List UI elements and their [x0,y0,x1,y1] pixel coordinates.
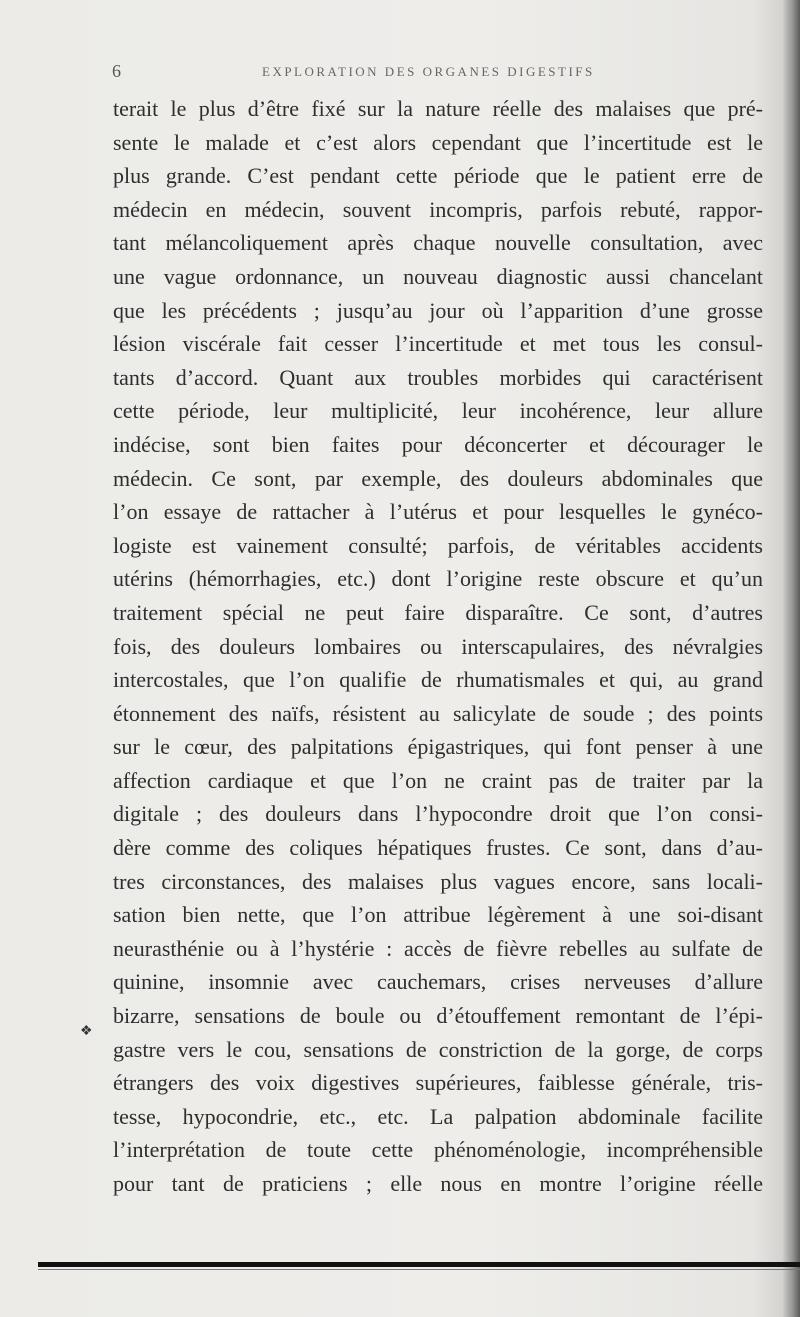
text-line: bizarre, sensations de boule ou d’étouffement remontant de l’épi- [113,1003,763,1029]
text-line: étrangers des voix digestives supérieures, faiblesse générale, tris- [113,1070,763,1096]
text-line: sente le malade et c’est alors cependant que l’incertitude est le [113,129,763,155]
text-line: tres circonstances, des malaises plus vagues encore, sans locali- [113,868,763,894]
text-line: intercostales, que l’on qualifie de rhumatismales et qui, au grand [113,667,763,693]
text-line: dère comme des coliques hépatiques frustes. Ce sont, dans d’au- [113,835,763,861]
text-line: gastre vers le cou, sensations de constriction de la gorge, de corps [113,1036,763,1062]
text-line: médecin. Ce sont, par exemple, des douleurs abdominales que [113,465,763,491]
text-line: tesse, hypocondrie, etc., etc. La palpation abdominale facilite [113,1103,763,1129]
text-line: terait le plus d’être fixé sur la nature réelle des malaises que pré- [113,96,763,121]
page-binding-shadow [782,0,800,1317]
text-line: sation bien nette, que l’on attribue légèrement à une soi-disant [113,902,763,928]
text-line: pour tant de praticiens ; elle nous en montre l’origine réelle [113,1171,763,1196]
text-line: traitement spécial ne peut faire disparaître. Ce sont, d’autres [113,599,763,625]
page-number: 6 [112,61,121,81]
ink-speck: ❖ [80,1024,93,1039]
text-line: médecin en médecin, souvent incompris, parfois rebuté, rappor- [113,196,763,222]
text-line: utérins (hémorrhagies, etc.) dont l’origine reste obscure et qu’un [113,566,763,592]
text-line: affection cardiaque et que l’on ne craint pas de traiter par la [113,767,763,793]
text-line: fois, des douleurs lombaires ou interscapulaires, des névralgies [113,633,763,659]
body-text [113,92,763,1201]
text-line: l’on essaye de rattacher à l’utérus et pour lesquelles le gynéco- [113,499,763,525]
text-line: l’interprétation de toute cette phénoménologie, incompréhensible [113,1137,763,1163]
text-line: étonnement des naïfs, résistent au salicylate de soude ; des points [113,700,763,726]
text-line: tants d’accord. Quant aux troubles morbides qui caractérisent [113,364,763,390]
running-title: EXPLORATION DES ORGANES DIGESTIFS [262,64,595,79]
scan-bottom-border [38,1262,800,1267]
text-line: une vague ordonnance, un nouveau diagnostic aussi chancelant [113,263,763,289]
text-line: cette période, leur multiplicité, leur incohérence, leur allure [113,398,763,424]
text-line: quinine, insomnie avec cauchemars, crises nerveuses d’allure [113,969,763,995]
text-line: tant mélancoliquement après chaque nouvelle consultation, avec [113,230,763,256]
text-line: digitale ; des douleurs dans l’hypocondre droit que l’on consi- [113,801,763,827]
text-line: logiste est vainement consulté; parfois, de véritables accidents [113,532,763,558]
running-header [112,61,752,85]
text-line: sur le cœur, des palpitations épigastriques, qui font penser à une [113,734,763,760]
text-line: lésion viscérale fait cesser l’incertitude et met tous les consul- [113,331,763,357]
text-line: que les précédents ; jusqu’au jour où l’apparition d’une grosse [113,297,763,323]
scan-bottom-border-thin [38,1269,800,1270]
text-line: plus grande. C’est pendant cette période que le patient erre de [113,163,763,189]
text-line: indécise, sont bien faites pour déconcerter et décourager le [113,431,763,457]
text-line: neurasthénie ou à l’hystérie : accès de fièvre rebelles au sulfate de [113,935,763,961]
